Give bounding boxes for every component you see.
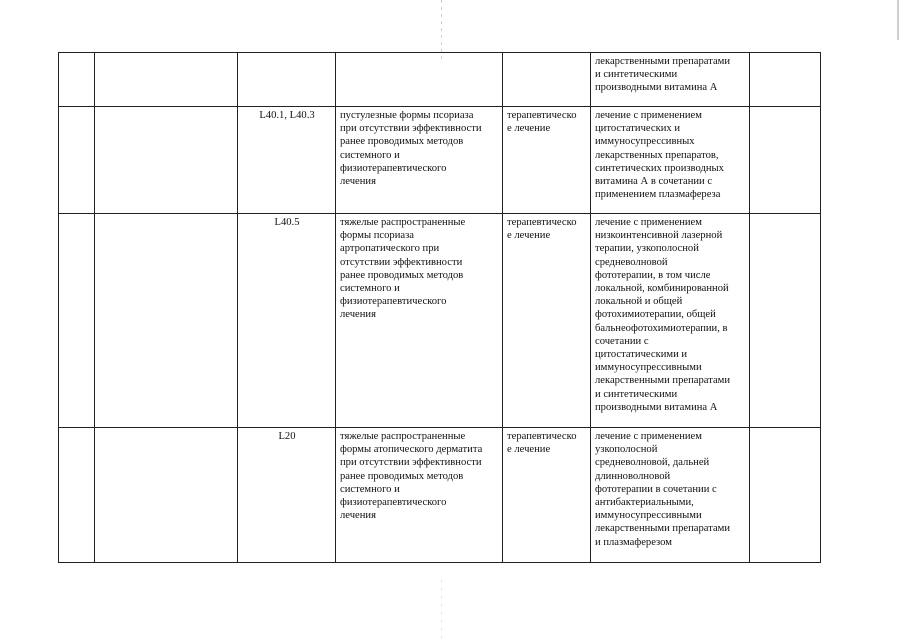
icd-code: L40.1, L40.3: [259, 110, 315, 121]
treatment-method-line: и синтетическими: [595, 388, 678, 400]
condition-line: ранее проводимых методов: [340, 269, 464, 281]
treatment-method-line: лекарственными препаратами: [595, 56, 731, 67]
treatment-method-line: бальнеофотохимиотерапии, в: [595, 322, 728, 334]
treatment-method-line: применением плазмафереза: [595, 189, 721, 201]
icd-code-cell: [238, 214, 336, 428]
treatment-method-line: лекарственными препаратами: [595, 375, 731, 387]
treatment-table: [58, 52, 821, 563]
treatment-method-line: производными витамина А: [595, 401, 718, 413]
group-name-cell: [95, 214, 238, 428]
icd-code: L20: [278, 431, 296, 442]
treatment-type-cell: [503, 53, 591, 107]
treatment-method-line: производными витамина А: [595, 82, 718, 94]
group-name-cell: [95, 107, 238, 214]
treatment-type-line: терапевтическо: [507, 431, 577, 442]
treatment-method-line: иммуносупрессивных: [595, 136, 695, 148]
table-row: [59, 107, 821, 214]
treatment-type-line: терапевтическо: [507, 110, 577, 121]
condition-line: формы атопического дерматита: [340, 444, 483, 456]
treatment-method-line: фототерапии в сочетании с: [595, 483, 717, 495]
extra-column-cell: [750, 214, 821, 428]
treatment-type-cell: [503, 107, 591, 214]
condition-line: физиотерапевтического: [340, 296, 447, 308]
icd-code-cell: [238, 107, 336, 214]
row-number-cell: [59, 107, 95, 214]
treatment-method-line: лечение с применением: [595, 431, 702, 442]
treatment-method-line: иммуносупрессивными: [595, 362, 702, 374]
treatment-method-line: средневолновой, дальней: [595, 457, 710, 469]
row-number-cell: [59, 428, 95, 563]
treatment-method-cell: [591, 214, 750, 428]
treatment-type-cell: [503, 428, 591, 563]
icd-code-cell: [238, 53, 336, 107]
treatment-method-line: цитостатических и: [595, 123, 681, 135]
condition-line: отсутствии эффективности: [340, 256, 463, 268]
treatment-method-line: локальной, комбинированной: [595, 283, 729, 295]
treatment-type-line: терапевтическо: [507, 217, 577, 228]
table-row: [59, 214, 821, 428]
treatment-type-line: е лечение: [507, 123, 551, 135]
group-name-cell: [95, 53, 238, 107]
condition-line: артропатического при: [340, 243, 440, 255]
treatment-method-line: длинноволновой: [595, 470, 671, 482]
treatment-method-line: и плазмаферезом: [595, 536, 672, 548]
row-number-cell: [59, 214, 95, 428]
treatment-method-line: лечение с применением: [595, 217, 702, 228]
table-row: [59, 53, 821, 107]
condition-line: тяжелые распространенные: [340, 217, 466, 228]
condition-line: формы псориаза: [340, 230, 414, 242]
condition-line: тяжелые распространенные: [340, 431, 466, 442]
treatment-method-cell: [591, 428, 750, 563]
treatment-method-line: фотохимиотерапии, общей: [595, 309, 716, 321]
condition-cell: [336, 107, 503, 214]
condition-line: физиотерапевтического: [340, 162, 447, 174]
condition-line: системного и: [340, 149, 400, 161]
treatment-method-line: низкоинтенсивной лазерной: [595, 230, 723, 242]
treatment-method-line: витамина А в сочетании с: [595, 176, 713, 188]
condition-line: лечения: [340, 510, 376, 522]
extra-column-cell: [750, 107, 821, 214]
treatment-method-line: лекарственными препаратами: [595, 523, 731, 535]
icd-code-cell: [238, 428, 336, 563]
table-row: [59, 428, 821, 563]
condition-line: системного и: [340, 483, 400, 495]
condition-line: физиотерапевтического: [340, 497, 447, 509]
scan-fold-mark: [441, 0, 442, 60]
treatment-method-line: иммуносупрессивными: [595, 510, 702, 522]
condition-line: системного и: [340, 283, 400, 295]
treatment-type-line: е лечение: [507, 444, 551, 456]
condition-line: при отсутствии эффективности: [340, 123, 482, 135]
extra-column-cell: [750, 53, 821, 107]
row-number-cell: [59, 53, 95, 107]
scan-edge-mark: [897, 0, 899, 40]
extra-column-cell: [750, 428, 821, 563]
treatment-method-line: цитостатическими и: [595, 349, 688, 361]
condition-cell: [336, 428, 503, 563]
treatment-type-cell: [503, 214, 591, 428]
condition-cell: [336, 53, 503, 107]
condition-cell: [336, 214, 503, 428]
treatment-method-line: лекарственных препаратов,: [595, 149, 719, 161]
treatment-method-line: и синтетическими: [595, 69, 678, 81]
treatment-method-line: терапии, узкополосной: [595, 243, 699, 255]
group-name-cell: [95, 428, 238, 563]
treatment-method-line: синтетических производных: [595, 162, 724, 174]
treatment-method-line: лечение с применением: [595, 110, 702, 121]
treatment-method-cell: [591, 107, 750, 214]
condition-line: ранее проводимых методов: [340, 470, 464, 482]
treatment-method-line: средневолновой: [595, 256, 668, 268]
treatment-method-line: антибактериальными,: [595, 497, 694, 509]
scan-fold-mark-bottom: [441, 580, 442, 640]
condition-line: пустулезные формы псориаза: [340, 110, 474, 121]
treatment-method-line: локальной и общей: [595, 296, 683, 308]
treatment-method-line: сочетании с: [595, 335, 649, 347]
treatment-type-line: е лечение: [507, 230, 551, 242]
treatment-method-cell: [591, 53, 750, 107]
treatment-method-line: узкополосной: [595, 444, 658, 456]
condition-line: ранее проводимых методов: [340, 136, 464, 148]
condition-line: лечения: [340, 176, 376, 188]
icd-code: L40.5: [274, 217, 300, 228]
condition-line: лечения: [340, 309, 376, 321]
condition-line: при отсутствии эффективности: [340, 457, 482, 469]
treatment-method-line: фототерапии, в том числе: [595, 269, 711, 281]
